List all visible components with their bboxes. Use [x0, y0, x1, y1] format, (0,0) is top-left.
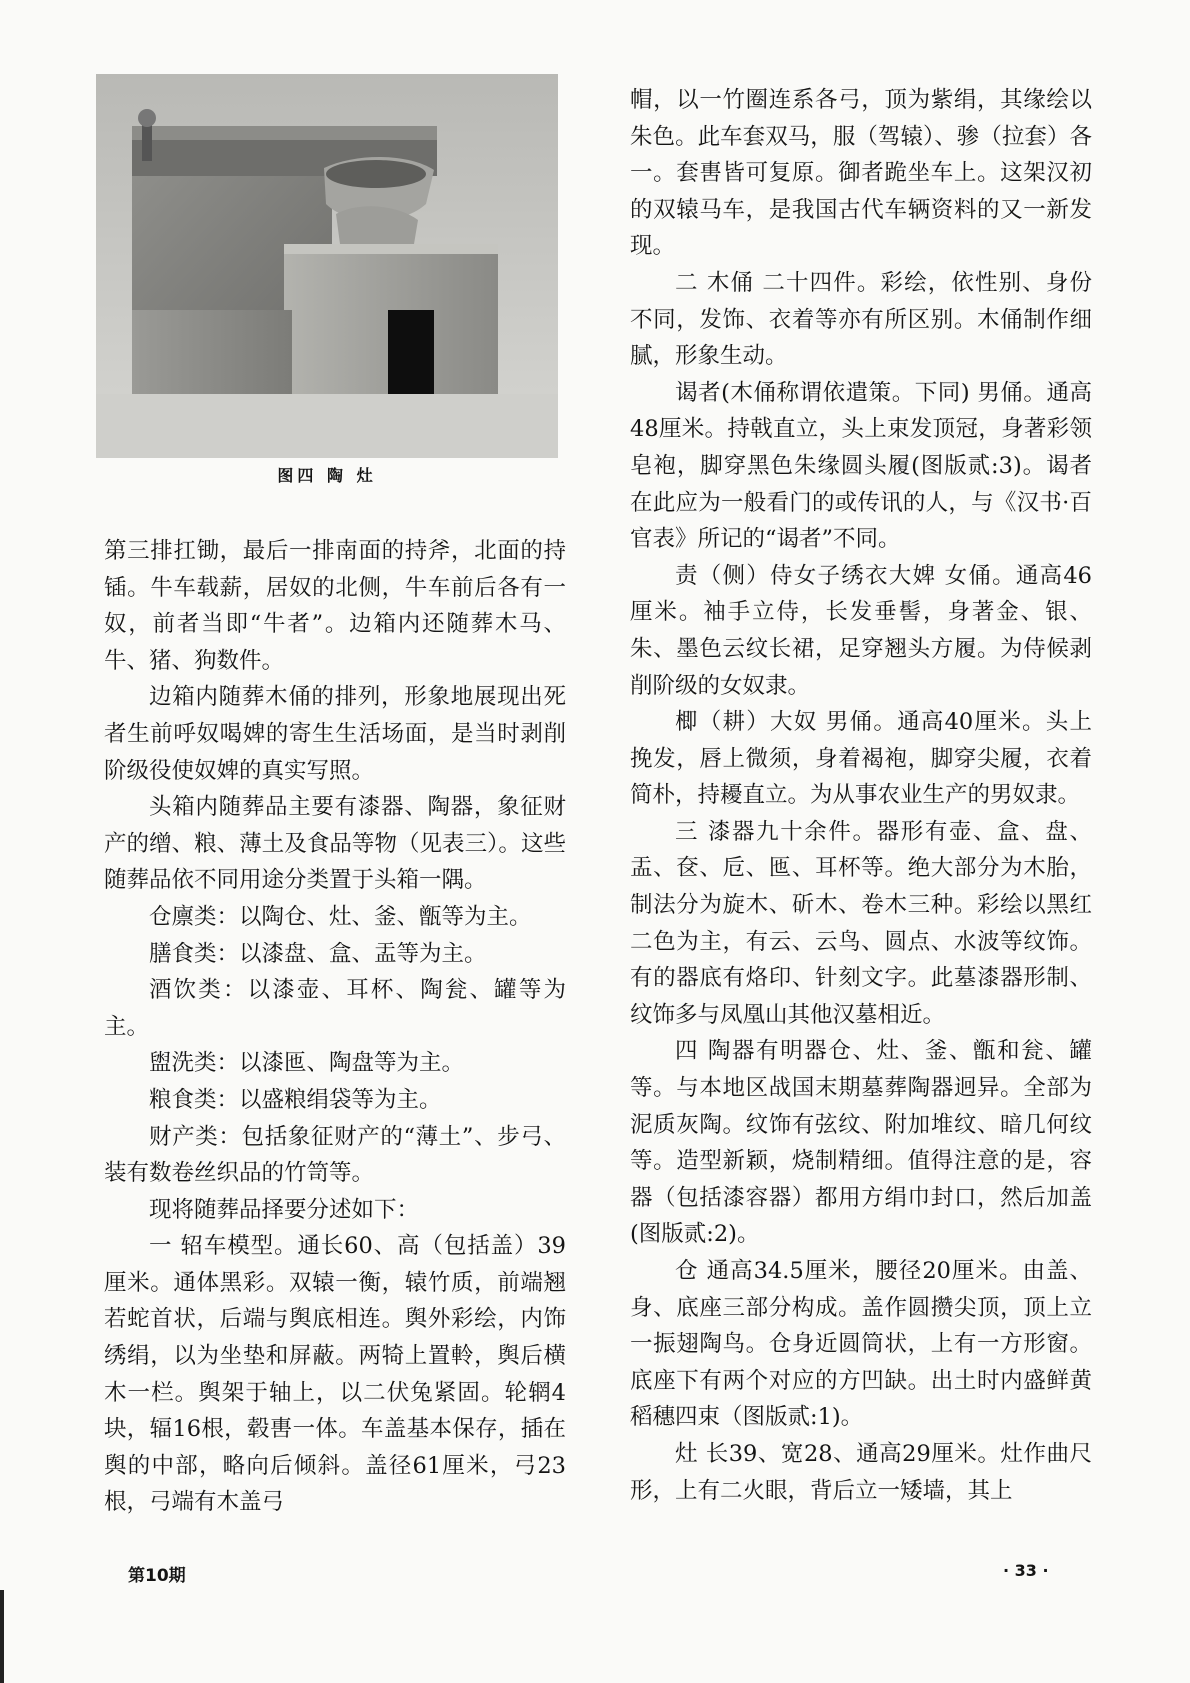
paragraph: 头箱内随葬品主要有漆器、陶器，象征财产的缯、粮、薄土及食品等物（见表三）。这些随葬品依不同用途分类置于头箱一隅。	[104, 794, 566, 894]
page-number: · 33 ·	[1003, 1561, 1049, 1580]
paragraph: 第三排扛锄，最后一排南面的持斧，北面的持锸。牛车载薪，居奴的北侧，牛车前后各有一奴，前者当即“牛者”。边箱内还随葬木马、牛、猪、狗数件。	[104, 538, 566, 674]
paragraph: 帽，以一竹圈连系各弓，顶为紫绢，其缘绘以朱色。此车套双马，服（驾辕）、骖（拉套）各一。套軎皆可复原。御者跪坐车上。这架汉初的双辕马车，是我国古代车辆资料的又一新发现。	[630, 87, 1092, 260]
figure-caption: 图四 陶 灶	[277, 466, 377, 485]
paragraph: 一 轺车模型。通长60、高（包括盖）39厘米。通体黑彩。双辕一衡，辕竹质，前端翘若蛇首状，后端与舆底相连。舆外彩绘，内饰绣绢，以为坐垫和屏蔽。两犄上置軨，舆后横木一栏。舆架于轴上，以二伏兔紧固。轮辋4块，辐16根，毂軎一体。车盖基本保存，插在舆的中部，略向后倾斜。盖径61厘米，弓23根，弓端有木盖弓	[104, 1233, 566, 1516]
list-item: 仓廪类：以陶仓、灶、釜、甑等为主。	[149, 903, 532, 930]
paragraph: 谒者(木俑称谓依遣策。下同) 男俑。通高48厘米。持戟直立，头上束发顶冠，身著彩领皂袍，脚穿黑色朱缘圆头履(图版贰:3)。谒者在此应为一般看门的或传讯的人，与《汉书·百官表》所记的“谒者”不同。	[630, 379, 1092, 553]
paragraph: 楖（耕）大奴 男俑。通高40厘米。头上挽发，唇上微须，身着褐袍，脚穿尖履，衣着简朴，持耰直立。为从事农业生产的男奴隶。	[630, 709, 1092, 809]
left-column	[104, 533, 566, 1521]
issue-number: 第10期	[128, 1566, 186, 1586]
paragraph: 仓 通高34.5厘米，腰径20厘米。由盖、身、底座三部分构成。盖作圆攒尖顶，顶上立一振翅陶鸟。仓身近圆筒状，上有一方形窗。底座下有两个对应的方凹缺。出土时内盛鲜黄稻穗四束（图版贰:1)。	[630, 1258, 1092, 1431]
list-item: 财产类：包括象征财产的“薄土”、步弓、装有数卷丝织品的竹笥等。	[104, 1123, 566, 1187]
paragraph: 二 木俑 二十四件。彩绘，依性别、身份不同，发饰、衣着等亦有所区别。木俑制作细腻，形象生动。	[630, 269, 1092, 370]
paragraph: 边箱内随葬木俑的排列，形象地展现出死者生前呼奴喝婢的寄生生活场面，是当时剥削阶级役使奴婢的真实写照。	[104, 684, 566, 784]
list-item: 膳食类：以漆盘、盒、盂等为主。	[149, 940, 487, 967]
paragraph: 现将随葬品择要分述如下：	[149, 1196, 420, 1223]
paragraph: 灶 长39、宽28、通高29厘米。灶作曲尺形，上有二火眼，背后立一矮墙，其上	[630, 1440, 1092, 1504]
stove-photo	[96, 74, 558, 458]
list-item: 盥洗类：以漆匜、陶盘等为主。	[149, 1050, 465, 1077]
list-item: 粮食类：以盛粮绢袋等为主。	[149, 1086, 442, 1113]
paragraph: 三 漆器九十余件。器形有壶、盒、盘、盂、奁、卮、匜、耳杯等。绝大部分为木胎，制法分为旋木、斫木、卷木三种。彩绘以黑红二色为主，有云、云鸟、圆点、水波等纹饰。有的器底有烙印、针刻文字。此墓漆器形制、纹饰多与凤凰山其他汉墓相近。	[630, 818, 1092, 1028]
paragraph: 四 陶器有明器仓、灶、釜、甑和瓮、罐等。与本地区战国末期墓葬陶器迥异。全部为泥质灰陶。纹饰有弦纹、附加堆纹、暗几何纹等。造型新颖，烧制精细。值得注意的是，容器（包括漆容器）都用方绢巾封口，然后加盖(图版贰:2)。	[630, 1038, 1092, 1248]
pottery-stove-image	[96, 74, 558, 458]
scan-edge-line	[0, 1590, 4, 1683]
paragraph: 责（侧）侍女子绣衣大婢 女俑。通高46厘米。袖手立侍，长发垂髻，身著金、银、朱、墨色云纹长裙，足穿翘头方履。为侍候剥削阶级的女奴隶。	[630, 562, 1092, 699]
list-item: 酒饮类：以漆壶、耳杯、陶瓮、罐等为主。	[104, 977, 566, 1040]
right-column	[630, 82, 1092, 1509]
